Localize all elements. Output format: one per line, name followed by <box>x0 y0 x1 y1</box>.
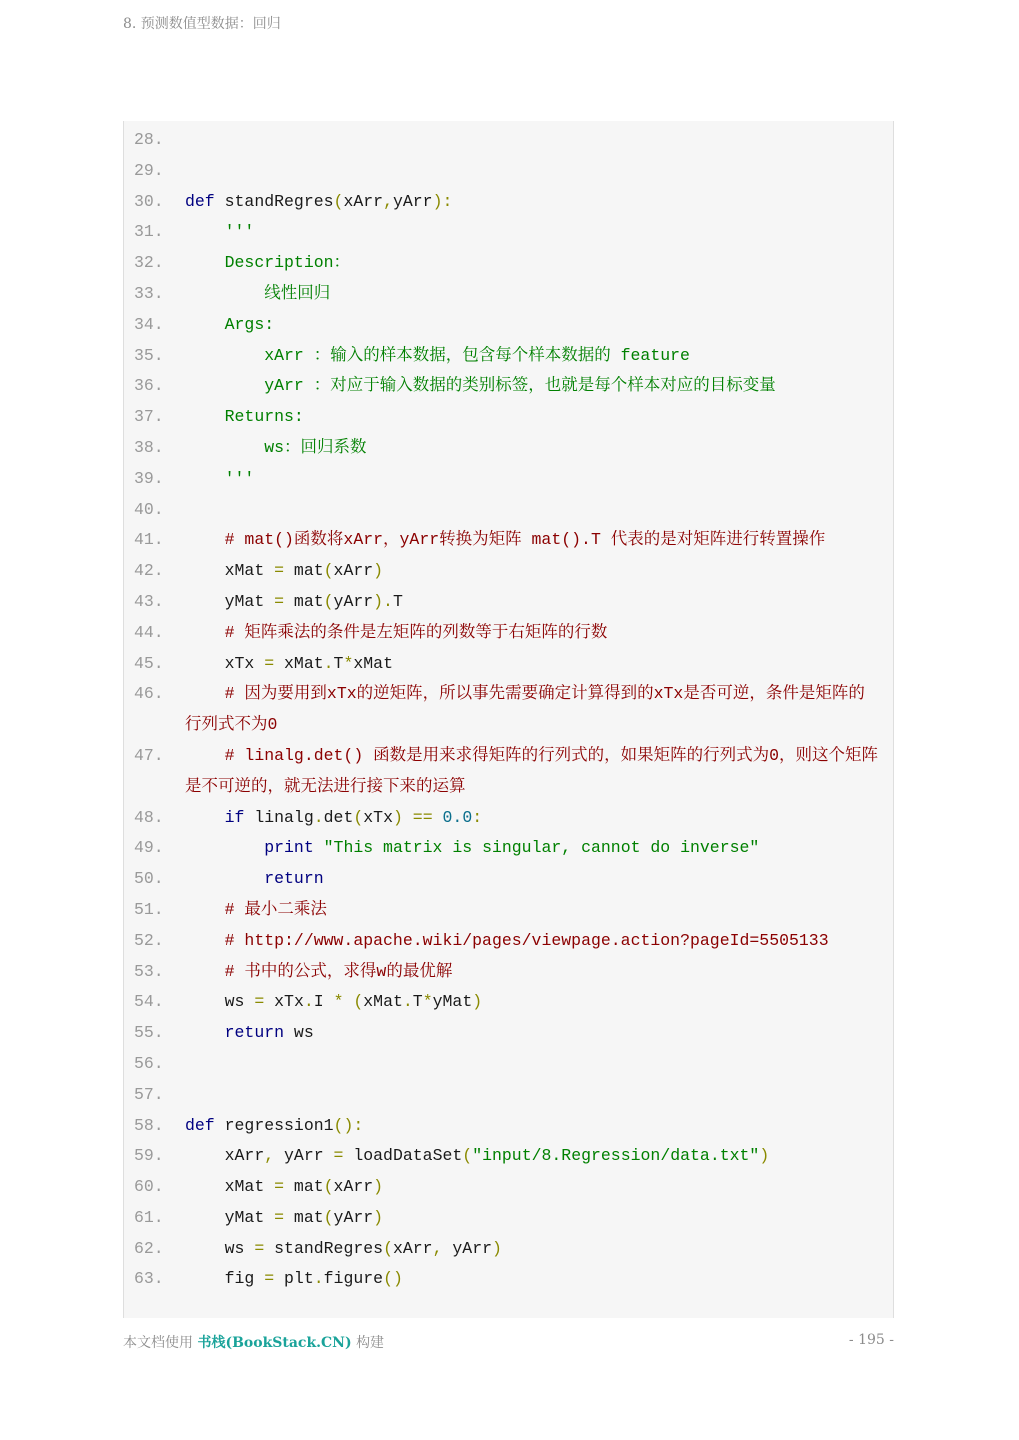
line-number: 60. <box>134 1177 164 1197</box>
code-lines <box>124 125 893 1295</box>
code-token-plain: figure <box>323 1269 384 1289</box>
code-token-plain <box>185 746 225 765</box>
code-line <box>124 1234 893 1265</box>
code-token-plain: xMat <box>274 653 324 673</box>
code-line <box>124 1264 893 1295</box>
code-token-punct: , <box>264 1146 275 1166</box>
code-line <box>124 957 893 988</box>
code-token-punct: ) <box>373 1207 384 1227</box>
code-text <box>185 125 893 156</box>
code-token-punct: , <box>432 1238 443 1258</box>
code-token-plain: T <box>412 992 423 1012</box>
code-line <box>124 156 893 187</box>
line-number: 49. <box>134 838 164 858</box>
code-token-plain: fig <box>185 1269 265 1289</box>
code-token-plain <box>343 992 353 1011</box>
code-token-plain: linalg <box>244 807 314 827</box>
code-line <box>124 1172 893 1203</box>
code-token-plain: standRegres <box>214 191 334 211</box>
code-line <box>124 649 893 680</box>
code-token-plain <box>185 808 225 827</box>
code-line <box>124 895 893 926</box>
code-token-punct: ) <box>373 561 384 581</box>
code-token-comment: # 最小二乘法 <box>224 899 327 919</box>
line-number: 40. <box>134 499 164 519</box>
line-number: 51. <box>134 899 164 919</box>
code-token-punct: = <box>274 1207 285 1227</box>
line-number: 33. <box>134 283 164 303</box>
code-token-punct: ( <box>353 992 364 1012</box>
code-token-string: Description： <box>224 253 351 273</box>
code-line <box>124 341 893 372</box>
code-text <box>185 1264 893 1295</box>
code-token-plain <box>185 315 225 334</box>
code-token-keyword: return <box>224 1023 285 1043</box>
footer-suffix: 构建 <box>356 1335 385 1351</box>
code-text <box>185 402 893 433</box>
line-number: 54. <box>134 992 164 1012</box>
code-token-punct: ) <box>392 807 403 827</box>
line-number: 31. <box>134 222 164 242</box>
code-line <box>124 1141 893 1172</box>
code-token-punct: ) <box>492 1238 502 1258</box>
line-number: 41. <box>134 530 164 550</box>
code-text <box>185 987 893 1018</box>
line-number: 52. <box>134 930 164 950</box>
line-number: 36. <box>134 376 164 396</box>
code-line <box>124 1080 893 1111</box>
code-text <box>185 587 893 618</box>
code-token-plain: yArr <box>333 1207 374 1227</box>
code-line <box>124 279 893 310</box>
code-text <box>185 1234 893 1265</box>
code-token-punct: . <box>313 807 324 827</box>
code-token-plain <box>185 438 264 457</box>
code-line <box>124 433 893 464</box>
code-token-plain: mat <box>284 591 324 611</box>
code-text <box>185 926 893 957</box>
code-token-string: ''' <box>224 468 255 488</box>
code-token-string: ws：回归系数 <box>264 437 367 457</box>
code-token-plain <box>185 222 225 241</box>
code-line <box>124 803 893 834</box>
code-token-plain: T <box>333 653 344 673</box>
code-token-plain: yArr <box>333 591 374 611</box>
code-text <box>185 649 893 680</box>
code-token-plain: yMat <box>432 992 473 1012</box>
code-text <box>185 833 893 864</box>
code-token-plain: plt <box>274 1269 314 1289</box>
code-text <box>185 341 893 372</box>
code-token-punct: (): <box>333 1115 364 1135</box>
code-token-punct: = <box>333 1146 344 1166</box>
code-token-plain <box>185 962 225 981</box>
footer-prefix: 本文档使用 <box>123 1335 193 1351</box>
code-token-punct: * <box>343 653 354 673</box>
code-text <box>185 433 893 464</box>
code-token-plain: regression1 <box>214 1115 334 1135</box>
page-header-title: 8. 预测数值型数据：回归 <box>123 16 281 32</box>
code-token-plain: loadDataSet <box>343 1146 463 1166</box>
line-number: 61. <box>134 1207 164 1227</box>
line-number: 34. <box>134 314 164 334</box>
code-token-plain: ws <box>185 1238 255 1258</box>
line-number: 58. <box>134 1115 164 1135</box>
code-token-string: Args: <box>224 314 275 334</box>
line-number: 57. <box>134 1084 164 1104</box>
code-line <box>124 371 893 402</box>
code-line <box>124 464 893 495</box>
code-text <box>185 495 893 526</box>
code-token-plain <box>185 376 264 395</box>
code-token-punct: . <box>323 653 334 673</box>
code-token-keyword: print <box>264 838 314 858</box>
code-token-plain <box>185 1023 225 1042</box>
code-token-string: Returns: <box>224 407 304 427</box>
code-token-punct: , <box>383 191 393 211</box>
code-token-punct: ) <box>759 1146 770 1166</box>
code-token-string: ''' <box>224 222 255 242</box>
code-token-punct: ( <box>323 561 334 581</box>
code-token-punct: = <box>254 1238 265 1258</box>
code-line <box>124 495 893 526</box>
line-number: 46. <box>134 684 164 704</box>
code-token-punct: = <box>254 992 265 1012</box>
code-token-plain <box>185 838 264 857</box>
line-number: 47. <box>134 745 164 765</box>
code-token-punct: ( <box>353 807 364 827</box>
code-token-plain: yArr <box>442 1238 492 1258</box>
code-text <box>185 679 893 741</box>
line-number: 39. <box>134 468 164 488</box>
line-number: 56. <box>134 1053 164 1073</box>
code-text <box>185 156 893 187</box>
code-text <box>185 1203 893 1234</box>
code-token-plain: xTx <box>185 653 265 673</box>
code-line <box>124 679 893 741</box>
code-line <box>124 833 893 864</box>
code-token-plain <box>185 346 264 365</box>
code-token-plain: xTx <box>264 992 304 1012</box>
code-text <box>185 1141 893 1172</box>
code-text <box>185 895 893 926</box>
code-token-plain <box>185 530 225 549</box>
page-number: - 195 - <box>848 1332 894 1348</box>
code-line <box>124 1018 893 1049</box>
code-token-string: yArr ：对应于输入数据的类别标签，也就是每个样本对应的目标变量 <box>264 376 776 396</box>
code-line <box>124 125 893 156</box>
code-text <box>185 187 893 218</box>
code-token-plain: ws <box>284 1023 314 1043</box>
code-token-keyword: def <box>185 1115 215 1135</box>
page-footer <box>123 1332 894 1352</box>
code-line <box>124 1203 893 1234</box>
code-token-keyword: return <box>264 869 324 889</box>
code-token-plain: xArr <box>185 1146 265 1166</box>
code-token-punct: = <box>264 1269 275 1289</box>
code-text <box>185 741 893 803</box>
code-token-plain: xMat <box>363 992 403 1012</box>
code-token-string: 线性回归 <box>264 283 331 303</box>
code-text <box>185 1049 893 1080</box>
line-number: 42. <box>134 561 164 581</box>
code-token-plain: yMat <box>185 1207 275 1227</box>
code-token-plain <box>185 684 225 703</box>
code-line <box>124 864 893 895</box>
code-token-punct: . <box>303 992 314 1012</box>
code-token-punct: ( <box>462 1146 473 1166</box>
code-token-punct: == <box>412 807 433 827</box>
code-token-plain: xArr <box>333 561 374 581</box>
bookstack-link[interactable]: 书栈(BookStack.CN) <box>197 1335 352 1351</box>
code-token-plain: mat <box>284 561 324 581</box>
code-token-plain: ws <box>185 992 255 1012</box>
code-text <box>185 1018 893 1049</box>
code-token-plain: yArr <box>392 191 433 211</box>
code-token-plain: xArr <box>343 191 384 211</box>
code-token-comment: # 因为要用到xTx的逆矩阵，所以事先需要确定计算得到的xTx是否可逆，条件是矩阵的行列式不为0 <box>185 684 865 735</box>
line-number: 55. <box>134 1023 164 1043</box>
code-token-punct: ( <box>323 591 334 611</box>
code-token-comment: # 书中的公式，求得w的最优解 <box>224 961 453 981</box>
line-number: 59. <box>134 1146 164 1166</box>
code-token-plain: mat <box>284 1207 324 1227</box>
code-token-punct: () <box>383 1269 403 1289</box>
code-text <box>185 217 893 248</box>
code-line <box>124 926 893 957</box>
line-number: 35. <box>134 345 164 365</box>
code-token-plain: xMat <box>353 653 393 673</box>
code-token-punct: * <box>422 992 433 1012</box>
line-number: 30. <box>134 191 164 211</box>
code-token-comment: # 矩阵乘法的条件是左矩阵的列数等于右矩阵的行数 <box>224 622 608 642</box>
code-token-plain: yArr <box>274 1146 334 1166</box>
code-block <box>123 121 894 1318</box>
code-token-punct: ( <box>323 1207 334 1227</box>
code-token-punct: ): <box>432 191 453 211</box>
code-token-plain: yMat <box>185 591 275 611</box>
code-text <box>185 618 893 649</box>
code-text <box>185 1111 893 1142</box>
code-token-punct: ( <box>333 191 344 211</box>
code-token-plain: xTx <box>363 807 393 827</box>
code-line <box>124 217 893 248</box>
code-line <box>124 310 893 341</box>
code-token-punct: . <box>402 992 413 1012</box>
code-token-punct: = <box>274 591 285 611</box>
code-line <box>124 248 893 279</box>
code-token-punct: ) <box>373 1177 384 1197</box>
code-line <box>124 1049 893 1080</box>
code-text <box>185 556 893 587</box>
code-token-string: "input/8.Regression/data.txt" <box>472 1146 760 1166</box>
code-token-punct: ) <box>472 992 483 1012</box>
code-text <box>185 803 893 834</box>
code-token-plain: det <box>323 807 354 827</box>
code-token-plain <box>433 808 443 827</box>
code-token-plain <box>185 931 225 950</box>
code-token-keyword: def <box>185 191 215 211</box>
code-text <box>185 525 893 556</box>
code-token-punct: * <box>333 992 344 1012</box>
code-token-punct: : <box>472 807 483 827</box>
code-token-plain <box>185 469 225 488</box>
code-token-plain: xArr <box>333 1177 374 1197</box>
code-token-plain: xMat <box>185 1177 275 1197</box>
code-line <box>124 402 893 433</box>
code-line <box>124 525 893 556</box>
code-token-plain: mat <box>284 1177 324 1197</box>
line-number: 32. <box>134 253 164 273</box>
code-token-comment: # mat()函数将xArr，yArr转换为矩阵 mat().T 代表的是对矩阵进行转置操作 <box>224 530 826 550</box>
line-number: 37. <box>134 407 164 427</box>
code-line <box>124 587 893 618</box>
line-number: 29. <box>134 160 164 180</box>
code-text <box>185 279 893 310</box>
line-number: 45. <box>134 653 164 673</box>
code-text <box>185 957 893 988</box>
line-number: 50. <box>134 869 164 889</box>
code-token-punct: ). <box>373 591 393 611</box>
code-token-punct: = <box>274 1177 285 1197</box>
line-number: 63. <box>134 1269 164 1289</box>
code-text <box>185 371 893 402</box>
code-text <box>185 464 893 495</box>
code-text <box>185 864 893 895</box>
code-token-comment: # http://www.apache.wiki/pages/viewpage.action?pageId=5505133 <box>224 930 829 950</box>
line-number: 44. <box>134 622 164 642</box>
code-token-plain <box>185 253 225 272</box>
code-text <box>185 1080 893 1111</box>
code-token-plain: standRegres <box>264 1238 384 1258</box>
code-token-plain: xArr <box>392 1238 433 1258</box>
code-token-punct: ( <box>323 1177 334 1197</box>
code-token-number: 0.0 <box>442 807 473 827</box>
line-number: 38. <box>134 437 164 457</box>
code-line <box>124 187 893 218</box>
code-token-plain: xMat <box>185 561 275 581</box>
code-token-string: "This matrix is singular, cannot do inverse" <box>323 838 760 858</box>
code-line <box>124 987 893 1018</box>
code-token-punct: . <box>313 1269 324 1289</box>
code-line <box>124 556 893 587</box>
code-token-punct: ( <box>383 1238 393 1258</box>
code-token-plain: I <box>313 992 334 1012</box>
code-line <box>124 618 893 649</box>
code-token-plain <box>185 900 225 919</box>
code-token-comment: # linalg.det() 函数是用来求得矩阵的行列式的，如果矩阵的行列式为0，则这个矩阵是不可逆的，就无法进行接下来的运算 <box>185 745 879 796</box>
code-token-plain <box>314 838 324 857</box>
code-token-plain <box>403 808 413 827</box>
line-number: 48. <box>134 807 164 827</box>
line-number: 62. <box>134 1238 164 1258</box>
code-line <box>124 741 893 803</box>
code-token-plain <box>185 284 264 303</box>
code-text <box>185 1172 893 1203</box>
code-token-plain <box>185 623 225 642</box>
line-number: 28. <box>134 130 164 149</box>
code-token-punct: = <box>264 653 275 673</box>
code-token-plain: T <box>392 591 403 611</box>
code-token-punct: = <box>274 561 285 581</box>
code-token-plain <box>185 407 225 426</box>
line-number: 43. <box>134 591 164 611</box>
line-number: 53. <box>134 961 164 981</box>
code-token-plain <box>185 869 264 888</box>
code-text <box>185 248 893 279</box>
code-text <box>185 310 893 341</box>
code-token-string: xArr ：输入的样本数据，包含每个样本数据的 feature <box>264 345 690 365</box>
code-token-keyword: if <box>224 807 245 827</box>
code-line <box>124 1111 893 1142</box>
